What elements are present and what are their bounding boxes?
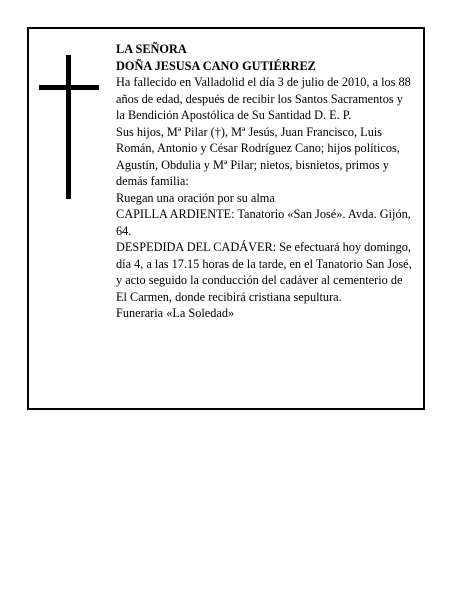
prayer-request: Ruegan una oración por su alma xyxy=(116,190,275,205)
obituary-text xyxy=(116,41,414,322)
deceased-name: DOÑA JESUSA CANO GUTIÉRREZ xyxy=(116,58,316,73)
cross-vertical-bar xyxy=(66,55,71,199)
family-list: Sus hijos, Mª Pilar (†), Mª Jesús, Juan Francisco, Luis Román, Antonio y César Rodríguez Cano; hijos políticos, Agustín, Obdulia y Mª Pilar; nietos, bisnietos, primos y demás familia: xyxy=(116,124,400,188)
title-line: LA SEÑORA xyxy=(116,42,187,56)
farewell-info: DESPEDIDA DEL CADÁVER: Se efectuará hoy domingo, día 4, a las 17.15 horas de la tarde, en el Tanatorio San José, y acto seguido la conducción del cadáver al cementerio de El Carmen, donde recibirá cristiana sepultura. xyxy=(116,240,412,304)
chapel-info: CAPILLA ARDIENTE: Tanatorio «San José». Avda. Gijón, 64. xyxy=(116,207,411,238)
obituary-notice xyxy=(27,27,425,410)
cross-horizontal-bar xyxy=(39,85,99,90)
cross-icon xyxy=(39,55,99,199)
death-announcement: Ha fallecido en Valladolid el día 3 de julio de 2010, a los 88 años de edad, después de recibir los Santos Sacramentos y la Bendición Apostólica de Su Santidad D. E. P. xyxy=(116,75,411,122)
funeral-home: Funeraria «La Soledad» xyxy=(116,306,235,320)
